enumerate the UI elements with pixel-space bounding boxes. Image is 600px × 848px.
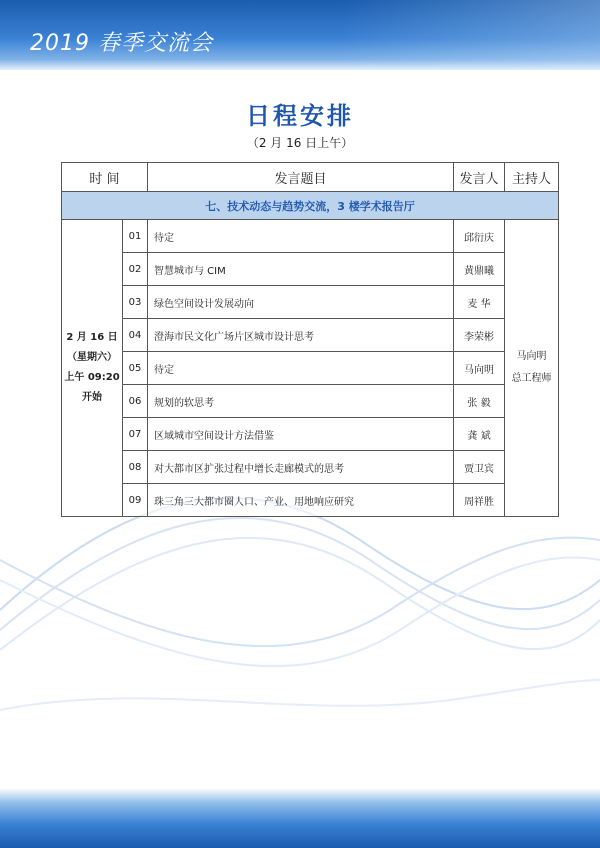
host-line1: 马向明 <box>516 351 547 362</box>
row-topic: 规划的软思考 <box>148 385 454 418</box>
row-topic: 区域城市空间设计方法借鉴 <box>148 418 454 451</box>
page-title: 日程安排 <box>246 102 354 130</box>
row-number: 01 <box>123 220 148 253</box>
header-host: 主持人 <box>505 163 559 192</box>
row-speaker: 李荣彬 <box>454 319 505 352</box>
row-number: 05 <box>123 352 148 385</box>
time-block-line4: 开始 <box>82 392 102 403</box>
table-row <box>62 385 559 418</box>
time-block-line2: （星期六） <box>67 352 117 363</box>
row-speaker: 周祥胜 <box>454 484 505 517</box>
row-speaker: 麦 华 <box>454 286 505 319</box>
schedule-table <box>61 162 559 517</box>
row-topic: 珠三角三大都市圈人口、产业、用地响应研究 <box>148 484 454 517</box>
row-speaker: 黄鼎曦 <box>454 253 505 286</box>
session-title: 七、技术动态与趋势交流，3 楼学术报告厅 <box>62 192 559 220</box>
conference-title: 2019 春季交流会 <box>30 31 213 56</box>
row-number: 08 <box>123 451 148 484</box>
row-topic: 智慧城市与 CIM <box>148 253 454 286</box>
table-row <box>62 253 559 286</box>
row-number: 04 <box>123 319 148 352</box>
time-block-line1: 2 月 16 日 <box>66 332 118 343</box>
header-speaker: 发言人 <box>454 163 505 192</box>
host-line2: 总工程师 <box>511 373 552 384</box>
row-speaker: 马向明 <box>454 352 505 385</box>
row-number: 06 <box>123 385 148 418</box>
host-block <box>505 220 559 517</box>
row-speaker: 邱衍庆 <box>454 220 505 253</box>
row-topic: 绿色空间设计发展动向 <box>148 286 454 319</box>
row-speaker: 贾卫宾 <box>454 451 505 484</box>
row-topic: 待定 <box>148 220 454 253</box>
row-number: 02 <box>123 253 148 286</box>
row-number: 03 <box>123 286 148 319</box>
footer-band <box>0 788 600 848</box>
table-row <box>62 220 559 253</box>
header-topic: 发言题目 <box>148 163 454 192</box>
time-block <box>62 220 123 517</box>
time-block-line3: 上午 09:20 <box>64 372 120 383</box>
row-topic: 澄海市民文化广场片区城市设计思考 <box>148 319 454 352</box>
table-row <box>62 319 559 352</box>
table-row <box>62 352 559 385</box>
row-topic: 对大都市区扩张过程中增长走廊模式的思考 <box>148 451 454 484</box>
page-subtitle: （2 月 16 日上午） <box>246 136 354 150</box>
header-time: 时 间 <box>62 163 148 192</box>
row-speaker: 龚 斌 <box>454 418 505 451</box>
table-row <box>62 286 559 319</box>
table-row <box>62 418 559 451</box>
row-number: 09 <box>123 484 148 517</box>
table-row <box>62 451 559 484</box>
table-header-row <box>62 163 559 192</box>
session-row <box>62 192 559 220</box>
table-row <box>62 484 559 517</box>
row-number: 07 <box>123 418 148 451</box>
row-topic: 待定 <box>148 352 454 385</box>
row-speaker: 张 毅 <box>454 385 505 418</box>
